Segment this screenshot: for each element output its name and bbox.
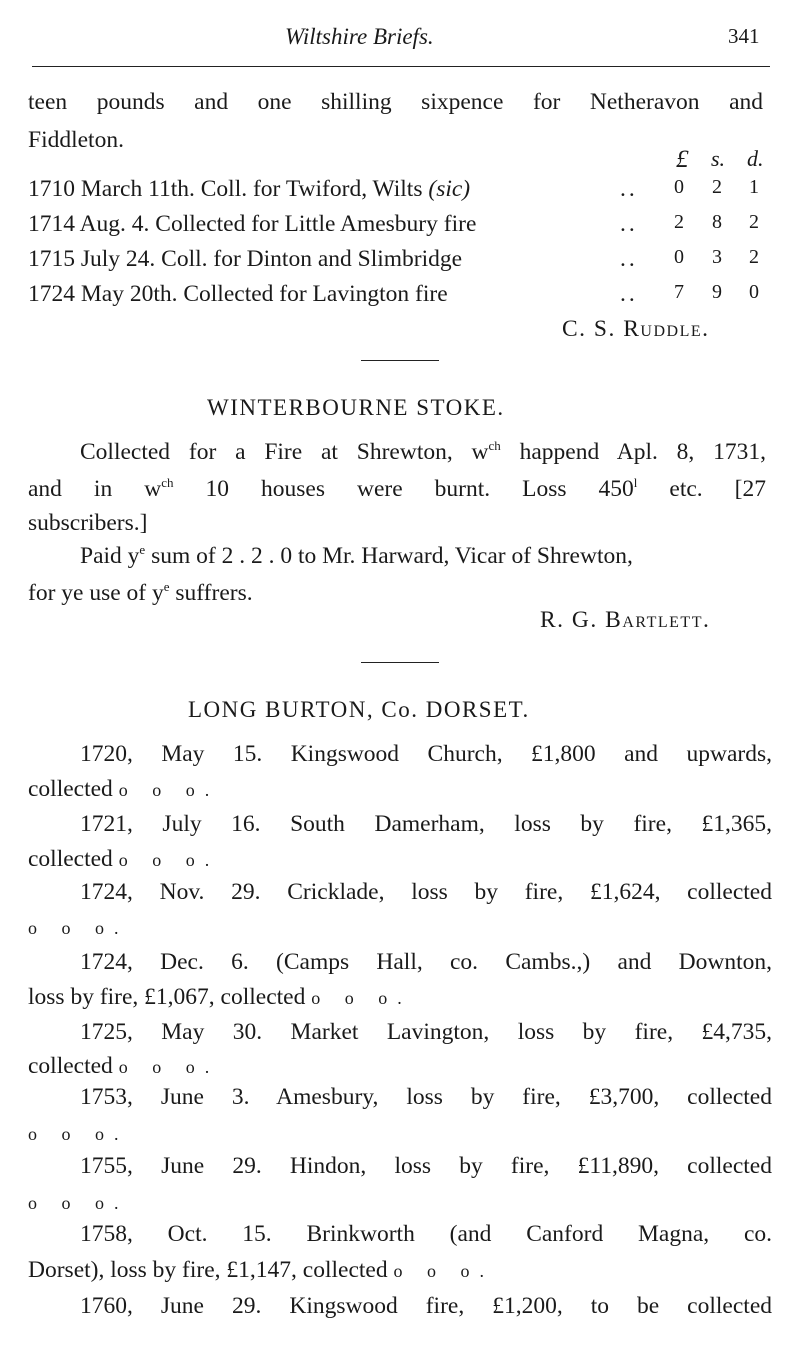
account-row (28, 211, 773, 241)
entry-continuation: Dorset), loss by fire, £1,147, collected o o o. (28, 1257, 494, 1283)
entry-continuation: collected o o o. (28, 846, 220, 872)
entry-continuation: o o o. (28, 1193, 129, 1213)
entry-line: 1724, Nov. 29. Cricklade, loss by fire, £1,624, collected (80, 879, 772, 905)
entry-line: 1758, Oct. 15. Brinkworth (and Canford Magna, co. (80, 1221, 772, 1247)
entry-continuation: collected o o o. (28, 776, 220, 802)
account-description: 1724 May 20th. Collected for Lavington fire (28, 281, 448, 307)
shillings-heading: s. (711, 146, 726, 171)
amount-shillings: 8 (712, 211, 722, 233)
account-description: 1715 July 24. Coll. for Dinton and Slimbridge (28, 246, 463, 272)
entry-continuation: o o o. (28, 918, 129, 938)
entry-continuation: collected o o o. (28, 1053, 220, 1079)
dot-leader: .. (620, 211, 638, 237)
entry-continuation: loss by fire, £1,067, collected o o o. (28, 984, 412, 1010)
amount-pounds: 0 (674, 246, 684, 268)
winterbourne-para-line-2: and in $w^{ch}$ 10 houses were burnt. Loss 450$^l$ etc. [27 (28, 475, 767, 502)
section-title-long-burton: LONG BURTON, Co. DORSET. (188, 697, 530, 722)
netheravon-line-2: Fiddleton. (28, 127, 124, 153)
account-row (28, 281, 773, 311)
pounds-heading: £ (676, 146, 689, 173)
section-title-winterbourne: WINTERBOURNE STOKE. (207, 395, 505, 420)
dot-leader: .. (620, 176, 638, 202)
dot-leader: .. (620, 281, 638, 307)
amount-pounds: 0 (674, 176, 684, 198)
winterbourne-para-line-1: Collected for a Fire at Shrewton, $w^{ch}$ happend Apl. 8, 1731, (80, 438, 766, 465)
signature-bartlett: R. G. Bartlett. (540, 607, 711, 633)
account-description: 1714 Aug. 4. Collected for Little Amesbury fire (28, 211, 477, 237)
amount-shillings: 3 (712, 246, 722, 268)
entry-line: 1720, May 15. Kingswood Church, £1,800 and upwards, (80, 741, 772, 767)
entry-line: 1725, May 30. Market Lavington, loss by fire, £4,735, (80, 1019, 772, 1045)
amount-pounds: 2 (674, 211, 684, 233)
amount-pence: 0 (749, 281, 759, 303)
entry-line: 1760, June 29. Kingswood fire, £1,200, to be collected (80, 1293, 772, 1319)
page-number: 341 (728, 24, 760, 48)
account-row (28, 246, 773, 276)
header-rule (32, 66, 770, 67)
amount-pounds: 7 (674, 281, 684, 303)
sic-note: (sic) (428, 176, 471, 202)
account-description: 1710 March 11th. Coll. for Twiford, Wilts (sic) (28, 176, 471, 202)
pence-heading: d. (747, 146, 764, 171)
page-header (0, 24, 800, 54)
signature-ruddle: C. S. Ruddle. (562, 316, 710, 342)
winterbourne-payment-line-2: for ye use of $y^e$ suffrers. (28, 579, 253, 606)
amount-pence: 2 (749, 211, 759, 233)
amount-shillings: 2 (712, 176, 722, 198)
amount-pence: 1 (749, 176, 759, 198)
entry-continuation: o o o. (28, 1124, 129, 1144)
amount-shillings: 9 (712, 281, 722, 303)
winterbourne-para-line-3: subscribers.] (28, 510, 148, 536)
netheravon-line-1: teen pounds and one shilling sixpence for Netheravon and (28, 89, 763, 115)
entry-line: 1721, July 16. South Damerham, loss by fire, £1,365, (80, 811, 772, 837)
running-title: Wiltshire Briefs. (285, 24, 434, 49)
section-rule (361, 360, 439, 361)
entry-line: 1724, Dec. 6. (Camps Hall, co. Cambs.,) and Downton, (80, 949, 772, 975)
winterbourne-payment-line-1: Paid $y^e$ sum of 2 . 2 . 0 to Mr. Harward, Vicar of Shrewton, (80, 542, 633, 569)
entry-line: 1753, June 3. Amesbury, loss by fire, £3,700, collected (80, 1084, 772, 1110)
section-rule (361, 662, 439, 663)
entry-line: 1755, June 29. Hindon, loss by fire, £11,890, collected (80, 1153, 772, 1179)
amount-pence: 2 (749, 246, 759, 268)
account-row (28, 176, 773, 206)
dot-leader: .. (620, 246, 638, 272)
